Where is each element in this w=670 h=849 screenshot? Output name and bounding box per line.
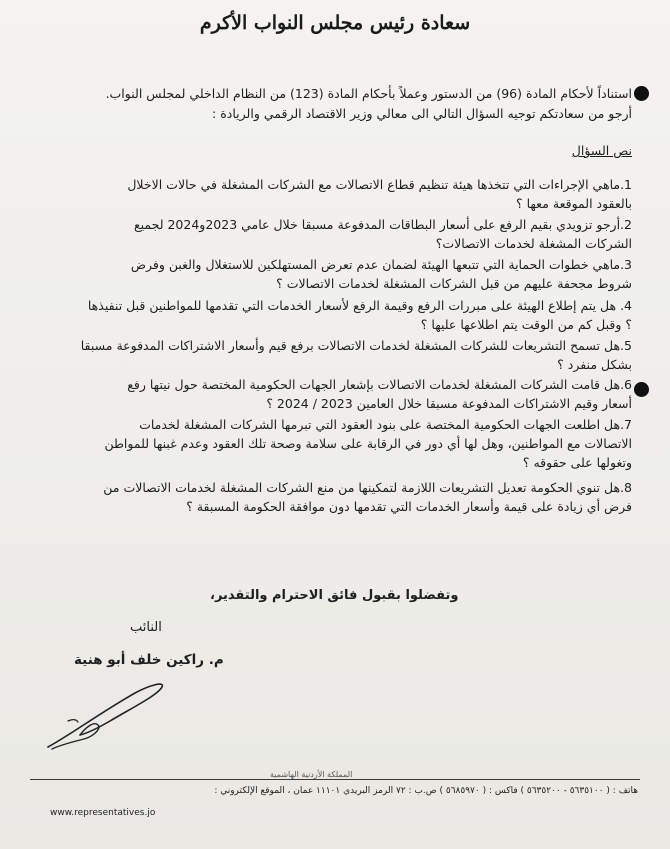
question-8-line-2: فرض أي زيادة على قيمة وأسعار الخدمات التي تقدمها دون موافقة الحكومة المسبقة ؟ xyxy=(186,499,632,514)
question-5-line-1: 5.هل تسمح التشريعات للشركات المشغلة لخدمات الاتصالات برفع قيم وأسعار الاشتراكات المدفوعة مسبقا xyxy=(80,338,632,353)
signatory-role: النائب xyxy=(130,620,162,635)
footer-website-link[interactable]: www.representatives.jo xyxy=(50,808,156,818)
question-4-line-1: 4. هل يتم إطلاع الهيئة على مبررات الرفع وقيمة الرفع لأسعار الخدمات التي تقدمها للمواطنين قبل تنفيذها xyxy=(87,298,632,313)
intro-request: أرجو من سعادتكم توجيه السؤال التالي الى معالي وزير الاقتصاد الرقمي والريادة : xyxy=(212,106,632,121)
question-6-line-1: 6.هل قامت الشركات المشغلة لخدمات الاتصالات بإشعار الجهات الحكومية المختصة حول نيتها رفع xyxy=(127,377,632,392)
footer-contact-details: هاتف : ( ٥٦٣٥١٠٠ - ٥٦٣٥٢٠٠ ) فاكس : ( ٥٦٨٥٩٧٠ ) ص.ب : ٧٢ الرمز البريدي ١١١٠١ عمان ، الموقع الإلكتروني : xyxy=(214,786,638,796)
question-4-line-2: ؟ وقبل كم من الوقت يتم اطلاعها عليها ؟ xyxy=(420,317,632,332)
question-3 xyxy=(131,255,632,293)
question-3-line-2: شروط مجحفة عليهم من قبل الشركات المشغلة لخدمات الاتصالات ؟ xyxy=(276,276,632,291)
punch-hole-top xyxy=(634,86,649,101)
question-8-line-1: 8.هل تنوي الحكومة تعديل التشريعات اللازمة لتمكينها من منع الشركات المشغلة لخدمات الاتصالات من xyxy=(103,480,632,495)
question-5-line-2: بشكل منفرد ؟ xyxy=(557,357,632,372)
question-2-line-1: 2.أرجو تزويدي بقيم الرفع على أسعار البطاقات المدفوعة مسبقا خلال عامي 2023و2024 لجميع xyxy=(133,217,632,232)
intro-reference: استناداً لأحكام المادة (96) من الدستور وعملاً بأحكام المادة (123) من النظام الداخلي لمجلس النواب. xyxy=(105,86,632,101)
question-1 xyxy=(127,175,632,213)
question-2-line-2: الشركات المشغلة لخدمات الاتصالات؟ xyxy=(435,236,632,251)
question-6-line-2: أسعار وقيم الاشتراكات المدفوعة مسبقا خلال العامين 2023 / 2024 ؟ xyxy=(266,396,632,411)
question-1-line-2: بالعقود الموقعة معها ؟ xyxy=(516,196,632,211)
signatory-name: م. راكين خلف أبو هنية xyxy=(74,652,224,668)
question-7-line-2: الاتصالات مع المواطنين، وهل لها أي دور في الرقابة على سلامة وصحة تلك العقود وعدم غبنها للمواطن xyxy=(104,436,632,451)
question-2 xyxy=(134,215,632,253)
closing-salutation: وتفضلوا بقبول فائق الاحترام والتقدير، xyxy=(210,588,459,603)
letter-title: سعادة رئيس مجلس النواب الأكرم xyxy=(199,12,471,34)
footer-stamp-text: المملكة الأردنية الهاشمية xyxy=(270,770,353,779)
question-7-line-1: 7.هل اطلعت الجهات الحكومية المختصة على بنود العقود التي تبرمها الشركات المشغلة لخدمات xyxy=(139,417,632,432)
question-7 xyxy=(104,415,632,472)
question-8 xyxy=(103,478,632,516)
handwritten-signature xyxy=(40,675,180,755)
question-subheading: نص السؤال xyxy=(571,143,632,158)
punch-hole-bottom xyxy=(634,382,649,397)
footer-divider xyxy=(30,779,640,780)
question-6 xyxy=(127,375,632,413)
question-3-line-1: 3.ماهي خطوات الحماية التي تتبعها الهيئة لضمان عدم تعرض المستهلكين للاستغلال والغبن وفرض xyxy=(130,257,632,272)
question-1-line-1: 1.ماهي الإجراءات التي تتخذها هيئة تنظيم قطاع الاتصالات مع الشركات المشغلة في حالات الاخلال xyxy=(127,177,632,192)
question-5 xyxy=(81,336,632,374)
question-4 xyxy=(88,296,632,334)
question-7-line-3: وتغولها على حقوقه ؟ xyxy=(522,455,632,470)
